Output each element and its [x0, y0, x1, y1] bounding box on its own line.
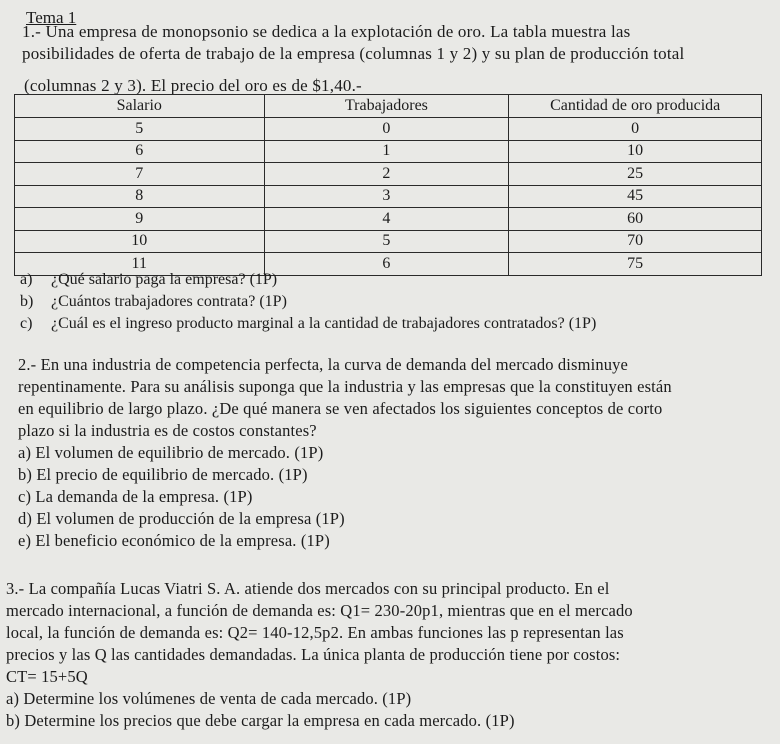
- problem1-question-a: [20, 271, 277, 289]
- problem2-line-1: 2.- En una industria de competencia perfecta, la curva de demanda del mercado disminuye: [18, 355, 629, 374]
- table-header-row: [15, 95, 762, 118]
- problem1-question-c: [20, 315, 596, 333]
- question-label: a): [20, 271, 33, 288]
- question-text: ¿Cuál es el ingreso producto marginal a la cantidad de trabajadores contratados? (1P): [51, 315, 597, 332]
- problem2-item-a: a) El volumen de equilibrio de mercado. (1P): [18, 443, 324, 462]
- problem2-line-2: repentinamente. Para su análisis suponga que la industria y las empresas que la constituyen están: [18, 377, 672, 396]
- cell-salario: 8: [15, 185, 265, 208]
- cell-trabajadores: 6: [264, 253, 509, 276]
- table-row: [15, 230, 762, 253]
- problem2-item-e: e) El beneficio económico de la empresa. (1P): [18, 531, 330, 550]
- cell-salario: 10: [15, 230, 265, 253]
- problem2-line-4: plazo si la industria es de costos constantes?: [18, 421, 317, 440]
- cell-salario: 11: [15, 253, 265, 276]
- cell-salario: 5: [15, 118, 265, 141]
- cell-salario: 9: [15, 208, 265, 231]
- problem1-line-2: posibilidades de oferta de trabajo de la empresa (columnas 1 y 2) y su plan de producción total: [22, 44, 685, 63]
- problem1-question-b: [20, 293, 287, 311]
- problem1-line-3: (columnas 2 y 3). El precio del oro es de $1,40.-: [24, 76, 362, 95]
- cell-trabajadores: 0: [264, 118, 509, 141]
- cell-trabajadores: 5: [264, 230, 509, 253]
- problem3-line-3: local, la función de demanda es: Q2= 140-12,5p2. En ambas funciones las p representan las: [6, 623, 624, 642]
- header-trabajadores: Trabajadores: [264, 95, 509, 118]
- labor-supply-table: [14, 94, 762, 276]
- problem3-line-2: mercado internacional, a función de demanda es: Q1= 230-20p1, mientras que en el mercado: [6, 601, 633, 620]
- cell-cantidad: 0: [509, 118, 762, 141]
- problem2-item-c: c) La demanda de la empresa. (1P): [18, 487, 253, 506]
- problem2-item-d: d) El volumen de producción de la empresa (1P): [18, 509, 345, 528]
- problem3-line-4: precios y las Q las cantidades demandadas. La única planta de producción tiene por costos:: [6, 645, 621, 664]
- cell-trabajadores: 2: [264, 163, 509, 186]
- question-label: b): [20, 293, 34, 310]
- cell-cantidad: 60: [509, 208, 762, 231]
- problem3-line-1: 3.- La compañía Lucas Viatri S. A. atiende dos mercados con su principal producto. En el: [6, 579, 610, 598]
- problem2-item-b: b) El precio de equilibrio de mercado. (1P): [18, 465, 308, 484]
- problem3-item-b: b) Determine los precios que debe cargar la empresa en cada mercado. (1P): [6, 711, 515, 730]
- problem2-line-3: en equilibrio de largo plazo. ¿De qué manera se ven afectados los siguientes conceptos de corto: [18, 399, 663, 418]
- question-text: ¿Qué salario paga la empresa? (1P): [51, 271, 278, 288]
- problem3-item-a: a) Determine los volúmenes de venta de cada mercado. (1P): [6, 689, 412, 708]
- problem1-line-1: 1.- Una empresa de monopsonio se dedica a la explotación de oro. La tabla muestra las: [22, 22, 631, 41]
- table-row: [15, 208, 762, 231]
- cell-cantidad: 45: [509, 185, 762, 208]
- table-row: [15, 118, 762, 141]
- cell-trabajadores: 4: [264, 208, 509, 231]
- cell-trabajadores: 3: [264, 185, 509, 208]
- cell-salario: 7: [15, 163, 265, 186]
- header-salario: Salario: [15, 95, 265, 118]
- header-cantidad-oro: Cantidad de oro producida: [509, 95, 762, 118]
- page-title: Tema 1: [26, 8, 77, 27]
- cell-cantidad: 25: [509, 163, 762, 186]
- cell-cantidad: 75: [509, 253, 762, 276]
- cell-salario: 6: [15, 140, 265, 163]
- table-row: [15, 140, 762, 163]
- question-label: c): [20, 315, 33, 332]
- cell-cantidad: 10: [509, 140, 762, 163]
- cell-trabajadores: 1: [264, 140, 509, 163]
- question-text: ¿Cuántos trabajadores contrata? (1P): [51, 293, 287, 310]
- cell-cantidad: 70: [509, 230, 762, 253]
- problem3-cost-function: CT= 15+5Q: [6, 667, 88, 686]
- table-row: [15, 163, 762, 186]
- table-row: [15, 185, 762, 208]
